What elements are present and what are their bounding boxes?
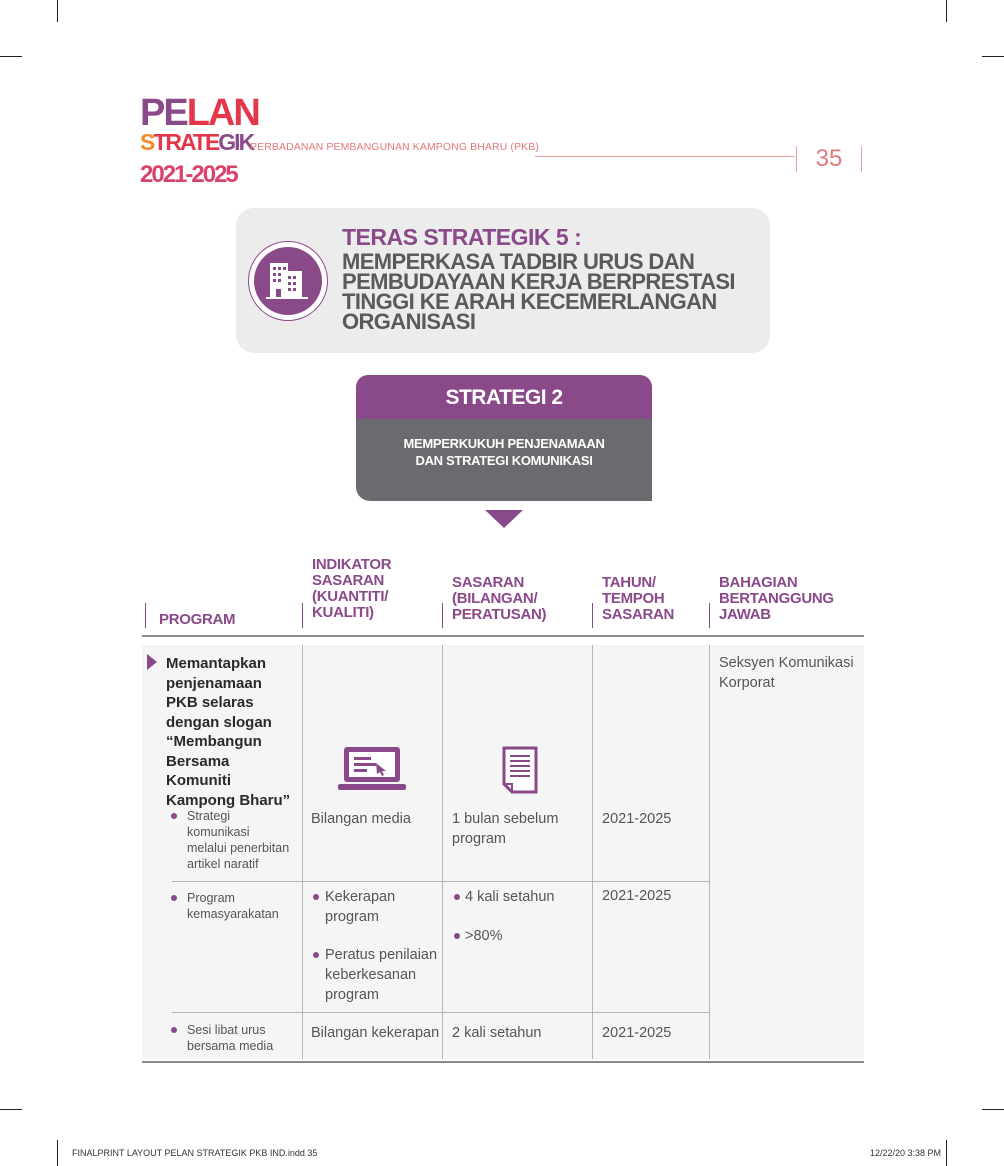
cell-line: keberkesanan [325,967,417,983]
row-indikator-item [325,945,437,1005]
row-divider [172,1012,709,1013]
header-text: INDIKATOR [312,556,392,573]
cell-line: program [452,831,506,847]
row-indikator-item [325,887,395,927]
row-sasaran [452,809,558,849]
logo-line-3: 2021-2025 [140,161,237,188]
program-title-line: penjenamaan [166,674,262,692]
logo-line-2: STRATEGIK [140,129,254,155]
bullet-icon [171,1027,177,1033]
table-top-rule [142,635,864,637]
cell-line: artikel naratif [187,857,259,871]
row-tahun: 2021-2025 [602,811,672,827]
header-tahun [602,575,674,623]
header-text: (BILANGAN/ [452,590,538,607]
program-title-line: “Membangun [166,733,262,750]
header-divider [302,603,303,628]
cell-line: komunikasi [187,825,250,839]
header-divider [442,603,443,628]
row-tahun: 2021-2025 [602,1025,672,1041]
teras-subtitle-line: ORGANISASI [342,309,476,334]
row-program [187,890,279,922]
header-rule [535,156,795,157]
header-bahagian [719,575,834,623]
footer-timestamp: 12/22/20 3:38 PM [870,1148,942,1158]
row-indikator: Bilangan media [311,811,411,827]
row-program [187,808,289,872]
cell-line: bersama media [187,1039,274,1053]
row-tahun: 2021-2025 [602,888,672,904]
header-indikator [312,557,391,621]
header-text: TEMPOH [602,590,665,607]
column-divider [302,645,303,1059]
cell-line: program [325,987,379,1003]
crop-mark [982,1109,1004,1110]
crop-mark [0,1109,22,1110]
down-arrow-icon [485,510,523,528]
laptop-icon [338,745,406,798]
header-text: JAWAB [719,606,771,623]
header-text: SASARAN [452,574,525,591]
cell-line: melalui penerbitan [187,841,290,855]
cell-line: Sesi libat urus [187,1023,266,1037]
row-divider [172,881,709,882]
row-sasaran-item: >80% [465,928,503,944]
bullet-icon [454,933,460,939]
play-arrow-icon [147,654,157,670]
bullet-icon [313,894,319,900]
strategi-title: STRATEGI 2 [356,375,652,419]
cell-line: Kekerapan [325,889,396,905]
teras-subtitle-line: MEMPERKASA TADBIR URUS DAN [342,249,695,274]
header-text: SASARAN [602,606,675,623]
teras-title: TERAS STRATEGIK 5 : [342,224,582,250]
bullet-icon [454,894,460,900]
header-divider [592,603,593,628]
header-text: (KUANTITI/ [312,588,389,605]
cell-line: Strategi [187,809,231,823]
program-title-line: dengan slogan [166,713,272,731]
table-bottom-rule [142,1061,864,1063]
row-program [187,1022,273,1054]
column-background [593,645,709,1059]
header-text: BAHAGIAN [719,574,798,591]
program-title-line: PKB selaras [166,694,254,711]
header-text: SASARAN [312,572,385,589]
row-sasaran-item: 4 kali setahun [465,889,555,905]
column-background [443,645,592,1059]
teras-subtitle-line: PEMBUDAYAAN KERJA BERPRESTASI [342,269,735,294]
strategi-description [356,419,652,501]
header-text: BERTANGGUNG [719,590,834,607]
teras-subtitle [342,249,762,334]
column-background [710,645,864,1059]
column-divider [709,645,710,1059]
strategi-desc-line: DAN STRATEGI KOMUNIKASI [415,453,593,468]
header-sasaran [452,575,546,623]
footer-file-info: FINALPRINT LAYOUT PELAN STRATEGIK PKB IND.indd 35 [72,1148,318,1158]
bahagian-text [719,653,854,693]
bullet-icon [313,952,319,958]
bullet-icon [171,895,177,901]
buildings-icon [254,247,322,315]
teras-subtitle-line: TINGGI KE ARAH KECEMERLANGAN [342,289,717,314]
crop-mark [946,1140,947,1166]
program-title-line: Memantapkan [166,655,267,672]
crop-mark [982,56,1004,57]
column-divider [442,645,443,1059]
row-sasaran: 2 kali setahun [452,1025,542,1041]
program-title [166,654,296,810]
cell-line: 1 bulan sebelum [452,811,559,827]
cell-line: Peratus penilaian [325,947,438,963]
strategi-desc-line: MEMPERKUKUH PENJENAMAAN [403,436,605,451]
bahagian-line: Seksyen Komunikasi [719,655,854,671]
page-number: 35 [796,146,862,172]
cell-line: Program [187,891,235,905]
header-program: PROGRAM [159,611,236,628]
header-text: KUALITI) [312,604,374,621]
cell-line: kemasyarakatan [187,907,279,921]
logo-line-1: PELAN [140,92,259,134]
crop-mark [57,1140,58,1166]
program-title-line: Bersama Komuniti [166,752,231,789]
crop-mark [57,0,58,22]
organization-name: PERBADANAN PEMBANGUNAN KAMPONG BHARU (PKB) [250,141,539,153]
header-divider [709,603,710,628]
bullet-icon [171,813,177,819]
program-title-line: Kampong Bharu” [166,791,291,809]
header-divider [145,603,146,628]
bahagian-line: Korporat [719,675,775,691]
crop-mark [946,0,947,22]
row-indikator: Bilangan kekerapan [311,1025,440,1041]
document-icon [502,746,538,799]
header-text: PERATUSAN) [452,606,547,623]
crop-mark [0,56,22,57]
column-divider [592,645,593,1059]
cell-line: program [325,909,379,925]
header-text: TAHUN/ [602,574,656,591]
